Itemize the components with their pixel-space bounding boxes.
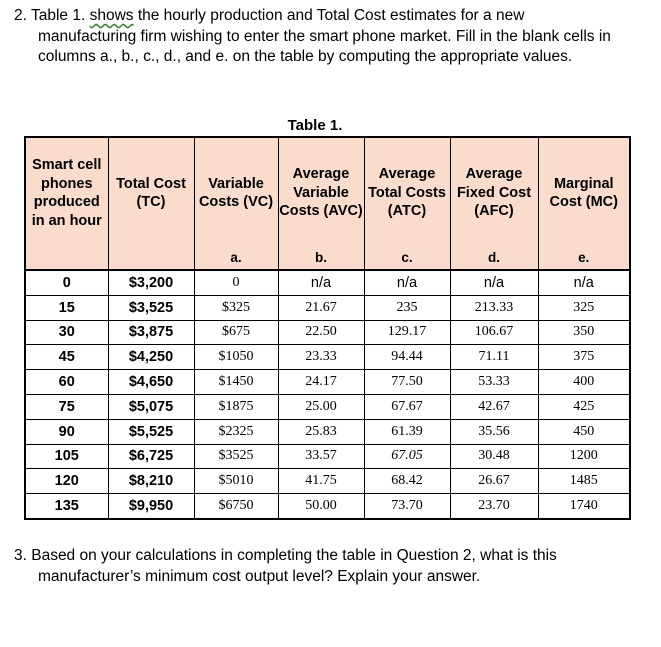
cell-tc: $3,200 [108,270,194,295]
header-mc: Marginal Cost (MC) [538,137,630,248]
cell-avc: 33.57 [278,444,364,469]
cell-avc: 23.33 [278,345,364,370]
cell-afc: 30.48 [450,444,538,469]
column-letter-mc: e. [538,248,630,270]
column-letter-avc: b. [278,248,364,270]
cell-atc: 67.67 [364,394,450,419]
cell-atc: 77.50 [364,370,450,395]
cell-avc: 25.00 [278,394,364,419]
cell-units: 0 [25,270,108,295]
cell-avc: 50.00 [278,494,364,519]
header-tc: Total Cost (TC) [108,137,194,248]
column-letter-tc [108,248,194,270]
question-3-line-1: 3. Based on your calculations in completing the table in Question 2, what is this [14,547,557,564]
column-letter-afc: d. [450,248,538,270]
column-letter-vc: a. [194,248,278,270]
cell-mc: 425 [538,394,630,419]
cell-atc: 129.17 [364,320,450,345]
cell-afc: 106.67 [450,320,538,345]
cell-vc: $675 [194,320,278,345]
header-vc: Variable Costs (VC) [194,137,278,248]
cell-afc: 53.33 [450,370,538,395]
cell-avc: 21.67 [278,295,364,320]
cell-mc: 450 [538,419,630,444]
question-2-number: 2. [14,7,27,24]
table-row [25,444,630,469]
table-title: Table 1. [287,117,343,134]
cell-mc: 325 [538,295,630,320]
cell-units: 75 [25,394,108,419]
cell-atc: 235 [364,295,450,320]
cell-mc: 1740 [538,494,630,519]
cell-units: 90 [25,419,108,444]
cell-afc: n/a [450,270,538,295]
cell-tc: $4,250 [108,345,194,370]
cell-units: 135 [25,494,108,519]
cell-afc: 42.67 [450,394,538,419]
question-2-line-3: columns a., b., c., d., and e. on the table by computing the appropriate values. [38,48,573,65]
table-row [25,370,630,395]
question-2-line-2: manufacturing firm wishing to enter the smart phone market. Fill in the blank cells in [38,27,611,45]
cell-mc: 375 [538,345,630,370]
cell-avc: n/a [278,270,364,295]
question-3-line-2: manufacturer’s minimum cost output level? Explain your answer. [38,567,481,585]
cell-atc: 67.05 [364,444,450,469]
question-2 [14,6,644,68]
table-row [25,270,630,295]
cell-tc: $5,525 [108,419,194,444]
header-atc: Average Total Costs (ATC) [364,137,450,248]
question-2-text-end: the hourly production and Total Cost estimates for a new [133,7,525,24]
header-units: Smart cell phones produced in an hour [25,137,108,248]
cell-afc: 26.67 [450,469,538,494]
cell-vc: $3525 [194,444,278,469]
cell-units: 15 [25,295,108,320]
cell-vc: $6750 [194,494,278,519]
column-letter-atc: c. [364,248,450,270]
cell-afc: 71.11 [450,345,538,370]
cell-atc: 73.70 [364,494,450,519]
table-row [25,345,630,370]
cell-avc: 41.75 [278,469,364,494]
cell-vc: $1875 [194,394,278,419]
table-body [25,270,630,519]
cell-vc: $1450 [194,370,278,395]
cell-mc: n/a [538,270,630,295]
cell-tc: $6,725 [108,444,194,469]
table-row [25,394,630,419]
column-letter-units [25,248,108,270]
cell-atc: 68.42 [364,469,450,494]
table-row [25,469,630,494]
cell-atc: n/a [364,270,450,295]
cell-tc: $3,875 [108,320,194,345]
cell-mc: 1200 [538,444,630,469]
table-row [25,419,630,444]
header-afc: Average Fixed Cost (AFC) [450,137,538,248]
header-row [25,137,630,248]
cell-avc: 22.50 [278,320,364,345]
cell-units: 105 [25,444,108,469]
table-row [25,320,630,345]
cell-vc: $5010 [194,469,278,494]
cell-units: 30 [25,320,108,345]
cell-units: 120 [25,469,108,494]
cell-tc: $4,650 [108,370,194,395]
cell-mc: 1485 [538,469,630,494]
cell-vc: $325 [194,295,278,320]
cost-table [24,136,631,520]
table-row [25,295,630,320]
cell-mc: 400 [538,370,630,395]
table-row [25,494,630,519]
question-2-text-start: Table 1. [30,7,90,24]
cell-vc: $1050 [194,345,278,370]
cell-tc: $5,075 [108,394,194,419]
cell-avc: 25.83 [278,419,364,444]
cell-tc: $9,950 [108,494,194,519]
cell-atc: 61.39 [364,419,450,444]
cell-mc: 350 [538,320,630,345]
cell-afc: 213.33 [450,295,538,320]
header-avc: Average Variable Costs (AVC) [278,137,364,248]
cell-units: 45 [25,345,108,370]
question-3 [14,546,644,587]
cell-atc: 94.44 [364,345,450,370]
cell-tc: $8,210 [108,469,194,494]
spellcheck-word: shows [89,7,134,24]
cell-vc: $2325 [194,419,278,444]
cell-tc: $3,525 [108,295,194,320]
cell-vc: 0 [194,270,278,295]
cell-units: 60 [25,370,108,395]
cell-afc: 23.70 [450,494,538,519]
cell-avc: 24.17 [278,370,364,395]
column-letter-row [25,248,630,270]
cell-afc: 35.56 [450,419,538,444]
